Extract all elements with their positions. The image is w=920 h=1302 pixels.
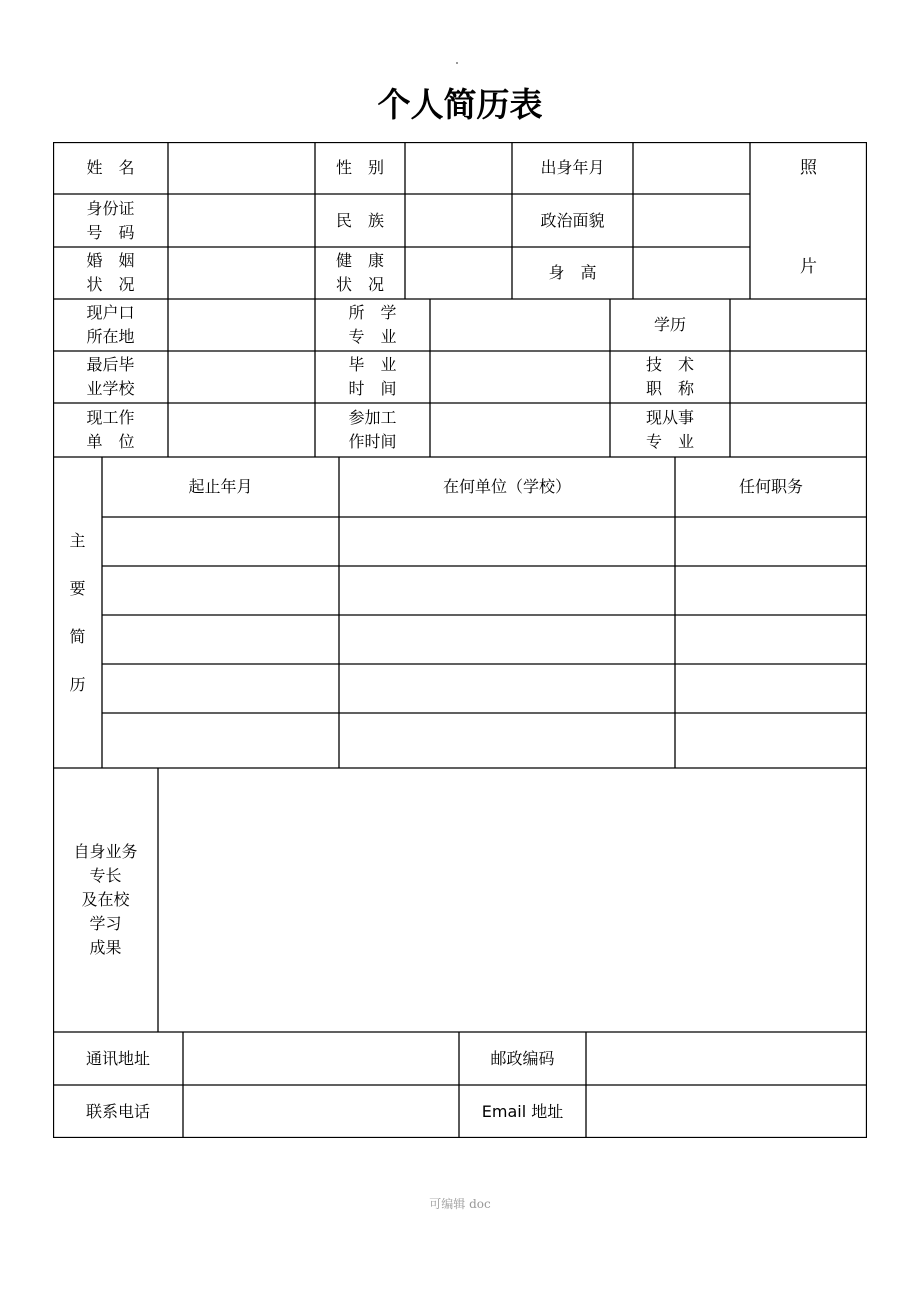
history-row-5-position[interactable]: [675, 713, 867, 768]
current-employer-field[interactable]: [168, 403, 315, 457]
resume-form: [53, 142, 867, 1138]
graduation-date-label: 毕 业 时 间: [348, 355, 397, 398]
phone-label: 联系电话: [85, 1101, 150, 1121]
id-number-field[interactable]: [168, 194, 315, 247]
top-dot-mark: [456, 62, 458, 64]
history-row-4-period[interactable]: [102, 664, 339, 713]
history-header-organization: 在何单位（学校）: [442, 477, 571, 496]
education-label: 学历: [653, 315, 686, 334]
graduate-school-label: 最后毕 业学校: [86, 355, 135, 398]
hukou-location-label: 现户口 所在地: [86, 303, 135, 346]
postcode-field[interactable]: [586, 1032, 867, 1085]
current-field-label: 现从事 专 业: [645, 408, 694, 451]
graduation-date-field[interactable]: [430, 351, 610, 403]
id-number-label: 身份证 号 码: [86, 198, 135, 242]
technical-title-field[interactable]: [730, 351, 867, 403]
history-row-4-position[interactable]: [675, 664, 867, 713]
history-row-3-period[interactable]: [102, 615, 339, 664]
email-field[interactable]: [586, 1085, 867, 1138]
photo-label-bottom: 片: [800, 257, 817, 277]
gender-label: 性 别: [335, 158, 384, 177]
work-start-field[interactable]: [430, 403, 610, 457]
ethnicity-label: 民 族: [335, 210, 384, 230]
health-label: 健 康 状 况: [335, 251, 384, 294]
work-start-label: 参加工 作时间: [348, 408, 397, 451]
graduate-school-field[interactable]: [168, 351, 315, 403]
current-employer-label: 现工作 单 位: [86, 408, 135, 451]
history-row-5-period[interactable]: [102, 713, 339, 768]
history-row-2-position[interactable]: [675, 566, 867, 615]
name-label: 姓 名: [86, 158, 135, 177]
history-row-4-organization[interactable]: [339, 664, 675, 713]
major-label: 所 学 专 业: [348, 303, 397, 346]
history-row-1-organization[interactable]: [339, 517, 675, 566]
postcode-label: 邮政编码: [490, 1048, 555, 1068]
history-row-3-position[interactable]: [675, 615, 867, 664]
hukou-location-field[interactable]: [168, 299, 315, 351]
history-row-3-organization[interactable]: [339, 615, 675, 664]
history-row-2-period[interactable]: [102, 566, 339, 615]
photo-label-top: 照: [800, 158, 817, 178]
history-header-period: 起止年月: [188, 477, 253, 496]
skills-label: 自身业务 专长 及在校 学习 成果: [73, 842, 138, 957]
health-field[interactable]: [405, 247, 512, 299]
history-header-position: 任何职务: [738, 477, 803, 496]
history-section-label: 主 要 简 历: [69, 530, 86, 694]
height-label: 身 高: [548, 263, 597, 282]
history-row-5-organization[interactable]: [339, 713, 675, 768]
address-field[interactable]: [183, 1032, 459, 1085]
address-label: 通讯地址: [85, 1048, 150, 1068]
skills-field[interactable]: [158, 768, 867, 1032]
page-footer: 可编辑 doc: [429, 1197, 491, 1211]
education-field[interactable]: [730, 299, 867, 351]
technical-title-label: 技 术 职 称: [645, 355, 694, 398]
page-title: 个人简历表: [377, 85, 543, 124]
current-field-field[interactable]: [730, 403, 867, 457]
email-label: Email 地址: [481, 1101, 564, 1121]
marital-status-field[interactable]: [168, 247, 315, 299]
name-field[interactable]: [168, 142, 315, 194]
history-row-1-period[interactable]: [102, 517, 339, 566]
major-field[interactable]: [430, 299, 610, 351]
political-status-field[interactable]: [633, 194, 750, 247]
phone-field[interactable]: [183, 1085, 459, 1138]
gender-field[interactable]: [405, 142, 512, 194]
marital-status-label: 婚 姻 状 况: [86, 251, 135, 294]
birth-date-label: 出身年月: [540, 158, 605, 177]
political-status-label: 政治面貌: [540, 210, 605, 230]
history-row-1-position[interactable]: [675, 517, 867, 566]
birth-date-field[interactable]: [633, 142, 750, 194]
height-field[interactable]: [633, 247, 750, 299]
history-row-2-organization[interactable]: [339, 566, 675, 615]
ethnicity-field[interactable]: [405, 194, 512, 247]
